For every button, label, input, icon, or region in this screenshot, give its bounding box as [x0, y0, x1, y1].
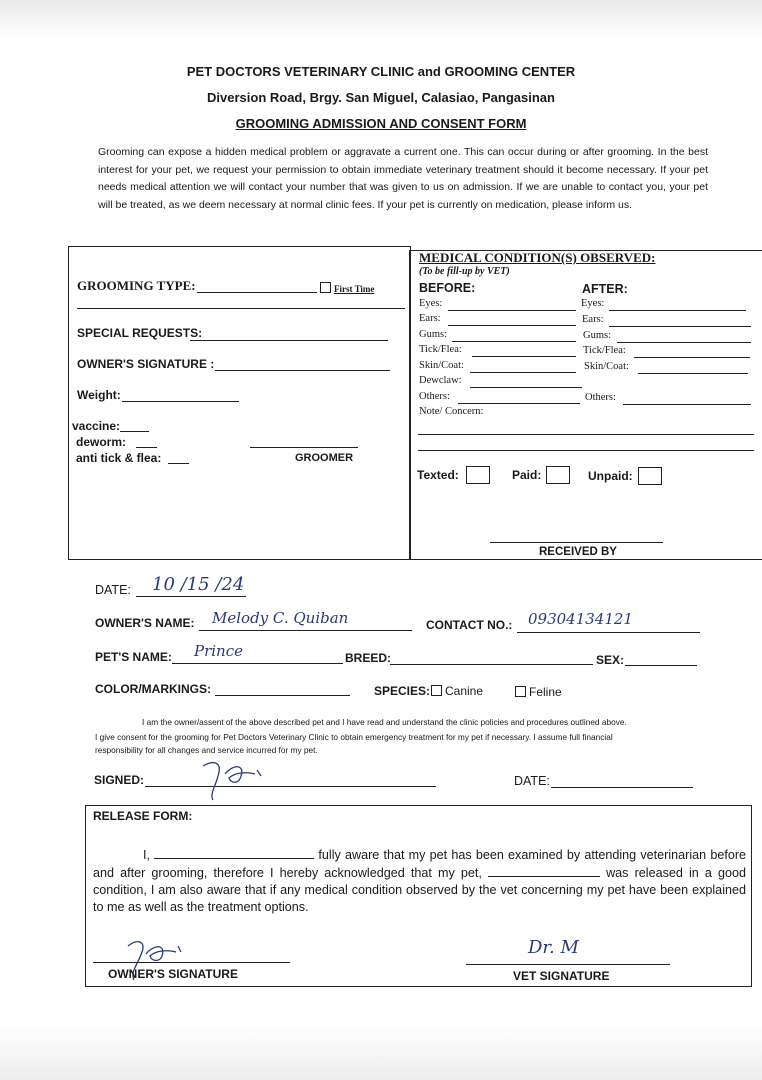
before-others: Others: — [419, 391, 450, 402]
species-feline-option[interactable] — [515, 685, 562, 699]
right-panel — [409, 250, 762, 560]
consent-line-3: responsibility for all changes and service incurred for my pet. — [95, 745, 318, 755]
species-label: SPECIES: — [374, 684, 431, 698]
note-line-2[interactable] — [418, 450, 754, 451]
owner-signature-line[interactable] — [215, 370, 390, 371]
signed-line[interactable] — [145, 786, 436, 787]
date-value[interactable]: 10 /15 /24 — [152, 574, 245, 595]
after-gums-line[interactable] — [617, 342, 751, 343]
owner-name-label: OWNER'S NAME: — [95, 616, 195, 630]
after-others: Others: — [585, 392, 616, 403]
anti-tick-line[interactable] — [168, 463, 189, 464]
grooming-type-label: GROOMING TYPE: — [77, 278, 196, 293]
release-owner-signature-label: OWNER'S SIGNATURE — [108, 967, 238, 981]
unpaid-checkbox[interactable] — [638, 467, 662, 485]
before-gums-line[interactable] — [452, 341, 576, 342]
owner-signature-label: OWNER'S SIGNATURE : — [77, 357, 215, 371]
note-line-1[interactable] — [418, 434, 754, 435]
groomer-line[interactable] — [250, 447, 358, 448]
release-p2: fully aware that my pet has been examined by attending veterinarian before and after grooming, therefore I hereby acknowledged that my pet, — [93, 848, 747, 880]
consent-date-label: DATE: — [514, 774, 550, 788]
medical-title: MEDICAL CONDITION(S) OBSERVED: — [419, 250, 656, 265]
grooming-extra-line[interactable] — [77, 308, 405, 309]
intro-paragraph: Grooming can expose a hidden medical problem or aggravate a current one. This can occur during or after grooming. In the best interest for your pet, we request your permission to obtain immediate veterinary treatment should it become necessary. If your pet needs medical attention we will contact your number that was given to us on admission. If we are unable to contact you, your pet will be treated, as we deem necessary at normal clinic fees. If your pet is currently on medication, please inform us. — [98, 146, 708, 211]
color-markings-label: COLOR/MARKINGS: — [95, 682, 211, 696]
release-p3: was released in a good condition, I am also aware that if any medical condition observed by the vet concerning my pet have been explained to me as well as the treatment options. — [93, 866, 747, 914]
before-eyes: Eyes: — [419, 298, 443, 309]
pet-name-label: PET'S NAME: — [95, 650, 172, 664]
scan-bottom-edge — [0, 1020, 762, 1080]
owner-signature-scribble — [195, 754, 275, 806]
received-by-label: RECEIVED BY — [539, 546, 617, 558]
feline-label: Feline — [529, 685, 562, 699]
first-time-option[interactable] — [320, 282, 374, 294]
before-tick-flea: Tick/Flea: — [419, 344, 462, 355]
contact-value[interactable]: 09304134121 — [528, 610, 633, 628]
release-p1: I, — [143, 848, 150, 862]
before-dewclaw-line[interactable] — [470, 387, 582, 388]
note-concern-label: Note/ Concern: — [419, 406, 484, 417]
vaccine-label: vaccine: — [72, 419, 121, 433]
after-tick-flea-line[interactable] — [634, 357, 750, 358]
after-skin-coat-line[interactable] — [638, 373, 748, 374]
medical-subtitle: (To be fill-up by VET) — [419, 266, 510, 277]
scan-top-edge — [0, 0, 762, 60]
clinic-address: Diversion Road, Brgy. San Miguel, Calasiao, Pangasinan — [207, 90, 555, 105]
breed-label: BREED: — [345, 651, 392, 665]
before-ears: Ears: — [419, 313, 441, 324]
signed-label: SIGNED: — [94, 773, 145, 787]
contact-line[interactable] — [517, 632, 700, 633]
grooming-type-line[interactable] — [197, 292, 317, 293]
pet-name-line[interactable] — [172, 663, 343, 664]
deworm-label: deworm: — [76, 435, 127, 449]
after-tick-flea: Tick/Flea: — [583, 345, 626, 356]
texted-label: Texted: — [417, 468, 459, 482]
before-ears-line[interactable] — [448, 325, 576, 326]
release-owner-name-blank[interactable] — [154, 846, 314, 859]
after-others-line[interactable] — [623, 404, 751, 405]
vet-signature-line[interactable] — [466, 964, 670, 965]
after-eyes-line[interactable] — [609, 310, 746, 311]
contact-label: CONTACT NO.: — [426, 618, 513, 632]
before-skin-coat: Skin/Coat: — [419, 360, 464, 371]
release-paragraph — [93, 846, 746, 916]
canine-label: Canine — [445, 684, 484, 698]
vet-signature-value: Dr. M — [528, 937, 579, 958]
weight-label: Weight: — [77, 388, 121, 402]
before-eyes-line[interactable] — [448, 310, 576, 311]
before-tick-flea-line[interactable] — [472, 356, 576, 357]
deworm-line[interactable] — [136, 447, 157, 448]
texted-checkbox[interactable] — [466, 466, 490, 484]
release-owner-signature-line[interactable] — [93, 962, 290, 963]
before-dewclaw: Dewclaw: — [419, 375, 462, 386]
after-gums: Gums: — [583, 330, 612, 341]
release-form-title: RELEASE FORM: — [93, 809, 193, 823]
groomer-label: GROOMER — [295, 452, 354, 464]
paid-label: Paid: — [512, 468, 542, 482]
sex-line[interactable] — [625, 665, 697, 666]
first-time-label: First Time — [334, 284, 375, 294]
consent-line-1: I am the owner/assent of the above described pet and I have read and understand the clinic policies and procedures outlined above. — [142, 717, 627, 727]
feline-checkbox[interactable] — [515, 686, 526, 697]
received-by-line[interactable] — [490, 542, 663, 543]
owner-name-line[interactable] — [199, 630, 412, 631]
after-eyes: Eyes: — [581, 298, 605, 309]
species-canine-option[interactable] — [431, 684, 483, 698]
special-requests-line[interactable] — [190, 340, 388, 341]
vaccine-line[interactable] — [120, 431, 149, 432]
clinic-name: PET DOCTORS VETERINARY CLINIC and GROOMING CENTER — [186, 64, 576, 79]
before-others-line[interactable] — [458, 403, 580, 404]
after-skin-coat: Skin/Coat: — [584, 361, 629, 372]
breed-line[interactable] — [390, 664, 593, 665]
color-markings-line[interactable] — [215, 695, 350, 696]
vet-signature-label: VET SIGNATURE — [513, 969, 610, 983]
owner-name-value[interactable]: Melody C. Quiban — [212, 609, 349, 627]
consent-date-line[interactable] — [551, 787, 693, 788]
consent-line-2: I give consent for the grooming for Pet Doctors Veterinary Clinic to obtain emergency treatment for my pet if necessary. I assume full financial — [95, 732, 613, 742]
after-ears-line[interactable] — [609, 326, 751, 327]
before-gums: Gums: — [419, 329, 448, 340]
special-requests-label: SPECIAL REQUESTS: — [77, 326, 203, 340]
release-pet-name-blank[interactable] — [488, 864, 600, 877]
before-label: BEFORE: — [419, 281, 476, 295]
before-skin-coat-line[interactable] — [470, 372, 576, 373]
anti-tick-label: anti tick & flea: — [76, 451, 162, 465]
form-title: GROOMING ADMISSION AND CONSENT FORM — [235, 116, 527, 131]
date-line[interactable] — [136, 596, 246, 597]
canine-checkbox[interactable] — [431, 685, 442, 696]
pet-name-value[interactable]: Prince — [194, 642, 243, 660]
unpaid-label: Unpaid: — [588, 469, 633, 483]
first-time-checkbox[interactable] — [320, 282, 331, 293]
after-label: AFTER: — [582, 282, 628, 296]
sex-label: SEX: — [596, 653, 625, 667]
weight-line[interactable] — [122, 401, 239, 402]
after-ears: Ears: — [582, 314, 604, 325]
paid-checkbox[interactable] — [546, 466, 570, 484]
date-label: DATE: — [95, 583, 131, 597]
